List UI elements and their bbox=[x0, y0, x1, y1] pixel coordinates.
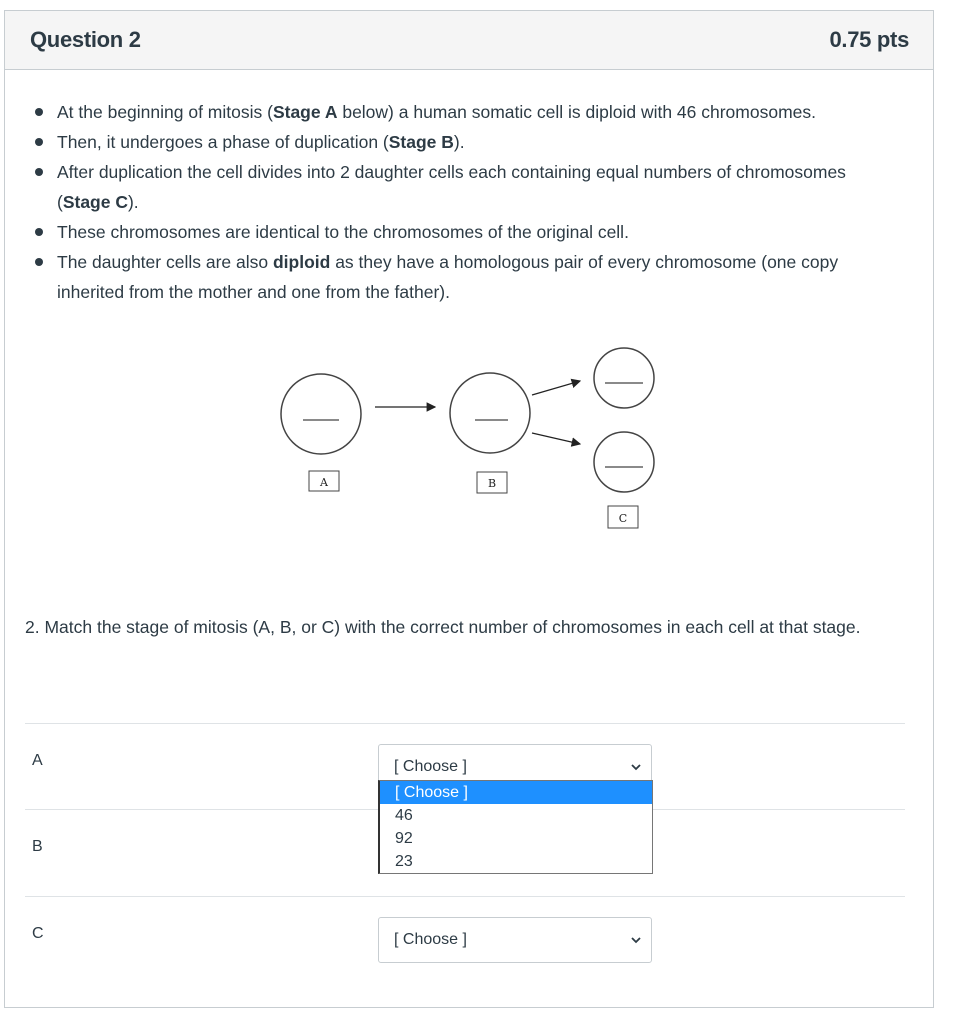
select-value: [ Choose ] bbox=[394, 931, 467, 948]
dropdown-option[interactable]: [ Choose ] bbox=[380, 781, 652, 804]
dropdown-option[interactable]: 46 bbox=[395, 807, 413, 824]
dropdown-option[interactable]: 23 bbox=[395, 853, 413, 870]
select-value: [ Choose ] bbox=[394, 758, 467, 775]
chevron-down-icon bbox=[629, 760, 643, 774]
arrow-b-to-c-bottom bbox=[532, 433, 580, 444]
row-divider bbox=[25, 896, 905, 897]
bullet-item: The daughter cells are also diploid as they have a homologous pair of every chromosome (one copy inherited from the mother and one from the father). bbox=[20, 247, 900, 307]
stage-label-b: B bbox=[487, 477, 497, 490]
match-prompt: 2. Match the stage of mitosis (A, B, or C) with the correct number of chromosomes in each cell at that stage. bbox=[25, 617, 861, 637]
cell-c-bottom bbox=[594, 432, 654, 492]
stage-label-c: C bbox=[618, 512, 628, 525]
mitosis-diagram bbox=[270, 335, 670, 535]
question-header bbox=[5, 11, 933, 70]
row-label-c: C bbox=[32, 925, 44, 942]
dropdown-option[interactable]: 92 bbox=[395, 830, 413, 847]
bullet-item: After duplication the cell divides into 2 daughter cells each containing equal numbers of chromosomes (Stage C). bbox=[20, 157, 900, 217]
chevron-down-icon bbox=[629, 933, 643, 947]
cell-b bbox=[450, 373, 530, 453]
bullet-item: These chromosomes are identical to the chromosomes of the original cell. bbox=[20, 217, 900, 247]
bullet-item: At the beginning of mitosis (Stage A below) a human somatic cell is diploid with 46 chromosomes. bbox=[20, 97, 900, 127]
question-points: 0.75 pts bbox=[829, 27, 909, 52]
row-divider bbox=[25, 723, 905, 724]
cell-c-top bbox=[594, 348, 654, 408]
select-stage-c[interactable] bbox=[378, 917, 652, 963]
row-label-a: A bbox=[32, 752, 43, 769]
row-label-b: B bbox=[32, 838, 43, 855]
info-bullet-list bbox=[20, 97, 900, 307]
cell-a bbox=[281, 374, 361, 454]
bullet-item: Then, it undergoes a phase of duplication (Stage B). bbox=[20, 127, 900, 157]
dropdown-options-list[interactable] bbox=[378, 780, 653, 874]
question-title: Question 2 bbox=[30, 27, 141, 52]
arrow-b-to-c-top bbox=[532, 381, 580, 395]
stage-label-a: A bbox=[320, 476, 328, 489]
